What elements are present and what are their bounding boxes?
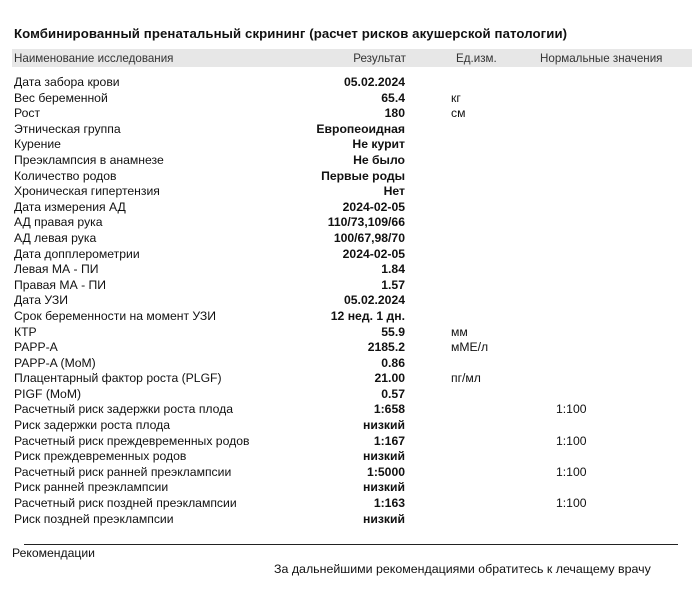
cell-unit bbox=[405, 231, 525, 247]
cell-result: низкий bbox=[363, 418, 405, 433]
cell-norm bbox=[525, 137, 656, 153]
cell-norm bbox=[525, 231, 656, 247]
header-unit: Ед.изм. bbox=[456, 51, 497, 65]
table-row bbox=[12, 402, 692, 418]
report-title: Комбинированный пренатальный скрининг (расчет рисков акушерской патологии) bbox=[14, 26, 568, 41]
cell-unit bbox=[405, 496, 525, 512]
cell-result: 2024-02-05 bbox=[342, 246, 405, 261]
table-row bbox=[12, 278, 692, 294]
cell-name: Правая МА - ПИ bbox=[14, 277, 107, 292]
cell-name: Риск преждевременных родов bbox=[14, 449, 187, 464]
cell-norm bbox=[525, 184, 656, 200]
cell-unit bbox=[405, 184, 525, 200]
table-row bbox=[12, 122, 692, 138]
cell-name: АД правая рука bbox=[14, 215, 103, 230]
table-row bbox=[12, 137, 692, 153]
cell-unit bbox=[405, 75, 525, 91]
cell-norm bbox=[525, 91, 656, 107]
cell-norm bbox=[525, 480, 656, 496]
cell-result: 05.02.2024 bbox=[344, 293, 405, 308]
cell-unit bbox=[405, 122, 525, 138]
cell-name: Левая МА - ПИ bbox=[14, 262, 99, 277]
table-header bbox=[12, 49, 692, 67]
cell-unit bbox=[405, 153, 525, 169]
cell-name: Срок беременности на момент УЗИ bbox=[14, 308, 217, 323]
cell-result: Европеоидная bbox=[316, 121, 405, 136]
cell-unit bbox=[405, 200, 525, 216]
cell-unit: см bbox=[451, 106, 466, 121]
table-row bbox=[12, 356, 692, 372]
cell-name: PAPP-A (MoM) bbox=[14, 355, 96, 370]
cell-result: 55.9 bbox=[381, 324, 405, 339]
cell-norm bbox=[525, 325, 656, 341]
cell-unit: мм bbox=[451, 324, 468, 339]
table-row bbox=[12, 340, 692, 356]
table-row bbox=[12, 262, 692, 278]
cell-name: Риск задержки роста плода bbox=[14, 418, 170, 433]
cell-result: Не курит bbox=[352, 137, 405, 152]
cell-result: 0.86 bbox=[381, 355, 405, 370]
table-row bbox=[12, 200, 692, 216]
cell-name: Дата УЗИ bbox=[14, 293, 68, 308]
cell-name: Риск ранней преэклампсии bbox=[14, 480, 169, 495]
cell-result: 12 нед. 1 дн. bbox=[330, 308, 405, 323]
cell-norm: 1:100 bbox=[556, 433, 587, 448]
cell-unit bbox=[405, 449, 525, 465]
cell-unit bbox=[405, 169, 525, 185]
screening-report bbox=[12, 24, 692, 527]
cell-result: 100/67,98/70 bbox=[333, 230, 405, 245]
cell-norm bbox=[525, 200, 656, 216]
table-row bbox=[12, 418, 692, 434]
cell-name: Количество родов bbox=[14, 168, 117, 183]
cell-norm bbox=[525, 418, 656, 434]
cell-norm bbox=[525, 215, 656, 231]
cell-norm bbox=[525, 75, 656, 91]
cell-norm bbox=[525, 169, 656, 185]
cell-unit bbox=[405, 434, 525, 450]
cell-name: Курение bbox=[14, 137, 61, 152]
table-row bbox=[12, 184, 692, 200]
table-row bbox=[12, 293, 692, 309]
cell-norm bbox=[525, 356, 656, 372]
cell-name: Преэклампсия в анамнезе bbox=[14, 152, 164, 167]
cell-result: Не было bbox=[353, 152, 405, 167]
table-row bbox=[12, 106, 692, 122]
header-norm: Нормальные значения bbox=[540, 51, 663, 65]
cell-name: Этническая группа bbox=[14, 121, 121, 136]
cell-result: 1.84 bbox=[381, 262, 405, 277]
cell-name: Вес беременной bbox=[14, 90, 108, 105]
cell-norm bbox=[525, 340, 656, 356]
cell-name: Дата допплерометрии bbox=[14, 246, 140, 261]
cell-unit bbox=[405, 465, 525, 481]
cell-result: 2024-02-05 bbox=[342, 199, 405, 214]
cell-unit bbox=[405, 278, 525, 294]
cell-unit bbox=[405, 356, 525, 372]
cell-name: Хроническая гипертензия bbox=[14, 184, 160, 199]
cell-result: 1:163 bbox=[373, 496, 405, 511]
cell-norm bbox=[525, 449, 656, 465]
table-row bbox=[12, 449, 692, 465]
recommendations-label: Рекомендации bbox=[12, 546, 95, 560]
cell-name: PIGF (MoM) bbox=[14, 386, 82, 401]
cell-norm: 1:100 bbox=[556, 464, 587, 479]
table-row bbox=[12, 169, 692, 185]
table-row bbox=[12, 512, 692, 528]
table-row bbox=[12, 153, 692, 169]
cell-unit bbox=[405, 215, 525, 231]
table-row bbox=[12, 75, 692, 91]
cell-name: PAPP-A bbox=[14, 340, 58, 355]
cell-norm bbox=[525, 512, 656, 528]
cell-unit bbox=[405, 293, 525, 309]
cell-name: Дата измерения АД bbox=[14, 199, 126, 214]
cell-result: 180 bbox=[384, 106, 405, 121]
cell-unit bbox=[405, 512, 525, 528]
header-result: Результат bbox=[353, 51, 406, 65]
cell-unit bbox=[405, 137, 525, 153]
table-row bbox=[12, 480, 692, 496]
cell-norm bbox=[525, 247, 656, 263]
cell-name: Расчетный риск задержки роста плода bbox=[14, 402, 234, 417]
table-row bbox=[12, 91, 692, 107]
cell-result: 21.00 bbox=[374, 371, 405, 386]
cell-name: АД левая рука bbox=[14, 230, 97, 245]
cell-result: низкий bbox=[363, 480, 405, 495]
cell-result: 1:167 bbox=[373, 433, 405, 448]
divider bbox=[24, 544, 678, 545]
cell-norm bbox=[525, 387, 656, 403]
cell-unit bbox=[405, 247, 525, 263]
cell-result: 0.57 bbox=[381, 386, 405, 401]
cell-unit: мМЕ/л bbox=[451, 340, 489, 355]
results-table bbox=[12, 75, 692, 527]
cell-unit bbox=[405, 262, 525, 278]
cell-result: 2185.2 bbox=[367, 340, 405, 355]
table-row bbox=[12, 309, 692, 325]
cell-name: Дата забора крови bbox=[14, 75, 120, 89]
table-row bbox=[12, 434, 692, 450]
cell-result: Нет bbox=[383, 184, 405, 199]
cell-name: КТР bbox=[14, 324, 37, 339]
table-row bbox=[12, 371, 692, 387]
cell-result: низкий bbox=[363, 511, 405, 526]
cell-unit bbox=[405, 402, 525, 418]
cell-result: низкий bbox=[363, 449, 405, 464]
table-row bbox=[12, 325, 692, 341]
cell-norm bbox=[525, 371, 656, 387]
cell-result: 1.57 bbox=[381, 277, 405, 292]
cell-result: Первые роды bbox=[321, 168, 405, 183]
cell-norm bbox=[525, 262, 656, 278]
cell-name: Рост bbox=[14, 106, 41, 121]
cell-unit: кг bbox=[451, 90, 461, 105]
cell-unit bbox=[405, 387, 525, 403]
cell-norm bbox=[525, 309, 656, 325]
table-row bbox=[12, 215, 692, 231]
cell-unit: пг/мл bbox=[451, 371, 481, 386]
cell-norm bbox=[525, 278, 656, 294]
cell-result: 65.4 bbox=[381, 90, 405, 105]
table-row bbox=[12, 387, 692, 403]
cell-unit bbox=[405, 480, 525, 496]
cell-name: Риск поздней преэклампсии bbox=[14, 511, 174, 526]
recommendations-text: За дальнейшими рекомендациями обратитесь к лечащему врачу bbox=[274, 562, 651, 576]
cell-norm bbox=[525, 122, 656, 138]
cell-norm bbox=[525, 106, 656, 122]
cell-result: 05.02.2024 bbox=[344, 75, 405, 89]
cell-result: 1:5000 bbox=[367, 464, 405, 479]
table-row bbox=[12, 247, 692, 263]
table-row bbox=[12, 231, 692, 247]
cell-norm bbox=[525, 293, 656, 309]
cell-name: Расчетный риск поздней преэклампсии bbox=[14, 496, 237, 511]
cell-norm: 1:100 bbox=[556, 402, 587, 417]
cell-unit bbox=[405, 418, 525, 434]
cell-norm: 1:100 bbox=[556, 496, 587, 511]
cell-name: Плацентарный фактор роста (PLGF) bbox=[14, 371, 222, 386]
cell-result: 1:658 bbox=[373, 402, 405, 417]
cell-norm bbox=[525, 153, 656, 169]
table-row bbox=[12, 465, 692, 481]
cell-result: 110/73,109/66 bbox=[327, 215, 405, 230]
table-row bbox=[12, 496, 692, 512]
cell-name: Расчетный риск преждевременных родов bbox=[14, 433, 250, 448]
cell-name: Расчетный риск ранней преэклампсии bbox=[14, 464, 232, 479]
cell-unit bbox=[405, 309, 525, 325]
header-name: Наименование исследования bbox=[14, 51, 174, 65]
